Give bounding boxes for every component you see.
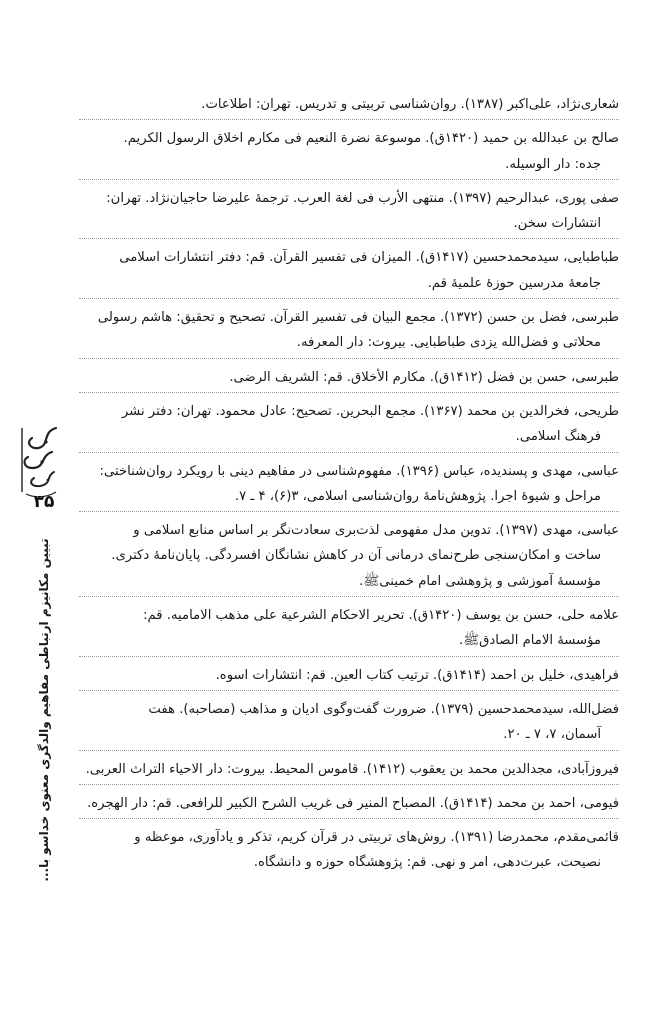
entry-separator xyxy=(79,656,619,659)
reference-line: عباسی، مهدی (۱۳۹۷). تدوین مدل مفهومی لذت‌بری سعادت‌نگر بر اساس منابع اسلامی و xyxy=(133,523,619,539)
reference-line: علامه حلی، حسن بن یوسف (۱۴۲۰ق). تحریر الاحکام الشرعیة علی مذهب الامامیه. قم: xyxy=(143,608,619,624)
reference-entry xyxy=(79,603,619,654)
reference-line: طریحی، فخرالدین بن محمد (۱۳۶۷). مجمع البحرین. تصحیح: عادل محمود. تهران: دفتر نشر xyxy=(121,403,619,419)
entry-separator xyxy=(79,596,619,599)
reference-entry xyxy=(79,825,619,876)
reference-line: عباسی، مهدی و پسندیده، عباس (۱۳۹۶). مفهوم‌شناسی در مفاهیم دینی با رویکرد روان‌شناختی: xyxy=(99,463,619,479)
references-list xyxy=(79,92,619,876)
entry-separator xyxy=(79,238,619,241)
reference-line: مؤسسهٔ آموزشی و پژوهشی امام خمینیﷺ. xyxy=(359,573,601,589)
reference-entry xyxy=(79,305,619,356)
reference-line: جامعهٔ مدرسین حوزهٔ علمیهٔ قم. xyxy=(427,275,601,291)
page-number: ۳۵ xyxy=(33,492,55,512)
reference-entry xyxy=(79,92,619,117)
reference-line: نصیحت، عبرت‌دهی، امر و نهی. قم: پژوهشگاه حوزه و دانشگاه. xyxy=(253,855,601,871)
entry-separator xyxy=(79,511,619,514)
entry-separator xyxy=(79,452,619,455)
reference-entry xyxy=(79,697,619,748)
reference-line: ساخت و امکان‌سنجی طرح‌نمای درمانی آن در کاهش نشانگان افسردگی. پایان‌نامهٔ دکتری. xyxy=(111,548,601,564)
reference-line: طبرسی، فضل بن حسن (۱۳۷۲). مجمع البیان فی تفسیر القرآن. تصحیح و تحقیق: هاشم رسولی xyxy=(97,310,619,326)
reference-entry xyxy=(79,365,619,390)
reference-line: صفی پوری، عبدالرحیم (۱۳۹۷). منتهی الأرب فی لغة العرب. ترجمهٔ علیرضا حاجیان‌نژاد. تهران: xyxy=(106,190,619,206)
entry-separator xyxy=(79,750,619,753)
reference-entry xyxy=(79,791,619,816)
reference-line: فیروزآبادی، مجدالدین محمد بن یعقوب (۱۴۱۲). قاموس المحیط. بیروت: دار الاحیاء التراث العربی. xyxy=(85,761,619,777)
reference-line: مراحل و شیوهٔ اجرا. پژوهش‌نامهٔ روان‌شناسی اسلامی، ۳(۶)، ۴ ـ ۷. xyxy=(234,488,601,504)
entry-separator xyxy=(79,119,619,122)
reference-line: مؤسسهٔ الامام الصادقﷺ. xyxy=(459,633,601,649)
entry-separator xyxy=(79,392,619,395)
reference-entry xyxy=(79,186,619,237)
reference-line: صالح بن عبدالله بن حمید (۱۴۲۰ق). موسوعة نضرة النعیم فی مکارم اخلاق الرسول الکریم. xyxy=(123,131,619,147)
reference-line: آسمان، ۷، ۷ ـ ۲۰. xyxy=(503,727,601,743)
reference-entry xyxy=(79,399,619,450)
reference-line: طباطبایی، سیدمحمدحسین (۱۴۱۷ق). المیزان فی تفسیر القرآن. قم: دفتر انتشارات اسلامی xyxy=(119,250,619,266)
entry-separator xyxy=(79,179,619,182)
entry-separator xyxy=(79,690,619,693)
running-title xyxy=(35,515,53,905)
reference-entry xyxy=(79,245,619,296)
reference-line: طبرسی، حسن بن فضل (۱۴۱۲ق). مکارم الأخلاق. قم: الشریف الرضی. xyxy=(229,369,619,385)
entry-separator xyxy=(79,298,619,301)
reference-entry xyxy=(79,459,619,510)
reference-line: شعاری‌نژاد، علی‌اکبر (۱۳۸۷). روان‌شناسی تربیتی و تدریس. تهران: اطلاعات. xyxy=(201,97,619,112)
reference-line: فیومی، احمد بن محمد (۱۴۱۴ق). المصباح المنیر فی غریب الشرح الکبیر للرافعی. قم: دار الهجره. xyxy=(87,795,619,811)
running-title-text: تبیین مکانیزم ارتباطی مفاهیم والدگری معنوی خداسو با... xyxy=(37,538,51,882)
entry-separator xyxy=(79,784,619,787)
reference-line: فراهیدی، خلیل بن احمد (۱۴۱۴ق). ترتیب کتاب العین. قم: انتشارات اسوه. xyxy=(215,667,619,683)
entry-separator xyxy=(79,818,619,821)
reference-line: محلاتی و فضل‌الله یزدی طباطبایی. بیروت: دار المعرفه. xyxy=(296,335,601,351)
reference-entry xyxy=(79,518,619,594)
reference-line: انتشارات سخن. xyxy=(513,216,601,232)
reference-line: قائمی‌مقدم، محمدرضا (۱۳۹۱). روش‌های تربیتی در قرآن کریم، تذکر و یادآوری، موعظه و xyxy=(134,830,619,846)
journal-logo-icon xyxy=(12,422,68,502)
reference-entry xyxy=(79,663,619,688)
reference-line: فضل‌الله، سیدمحمدحسین (۱۳۷۹). ضرورت گفت‌وگوی ادیان و مذاهب (مصاحبه). هفت xyxy=(148,701,619,717)
entry-separator xyxy=(79,358,619,361)
reference-entry xyxy=(79,757,619,782)
reference-line: جده: دار الوسیله. xyxy=(505,156,601,172)
reference-entry xyxy=(79,126,619,177)
reference-line: فرهنگ اسلامی. xyxy=(515,429,601,445)
